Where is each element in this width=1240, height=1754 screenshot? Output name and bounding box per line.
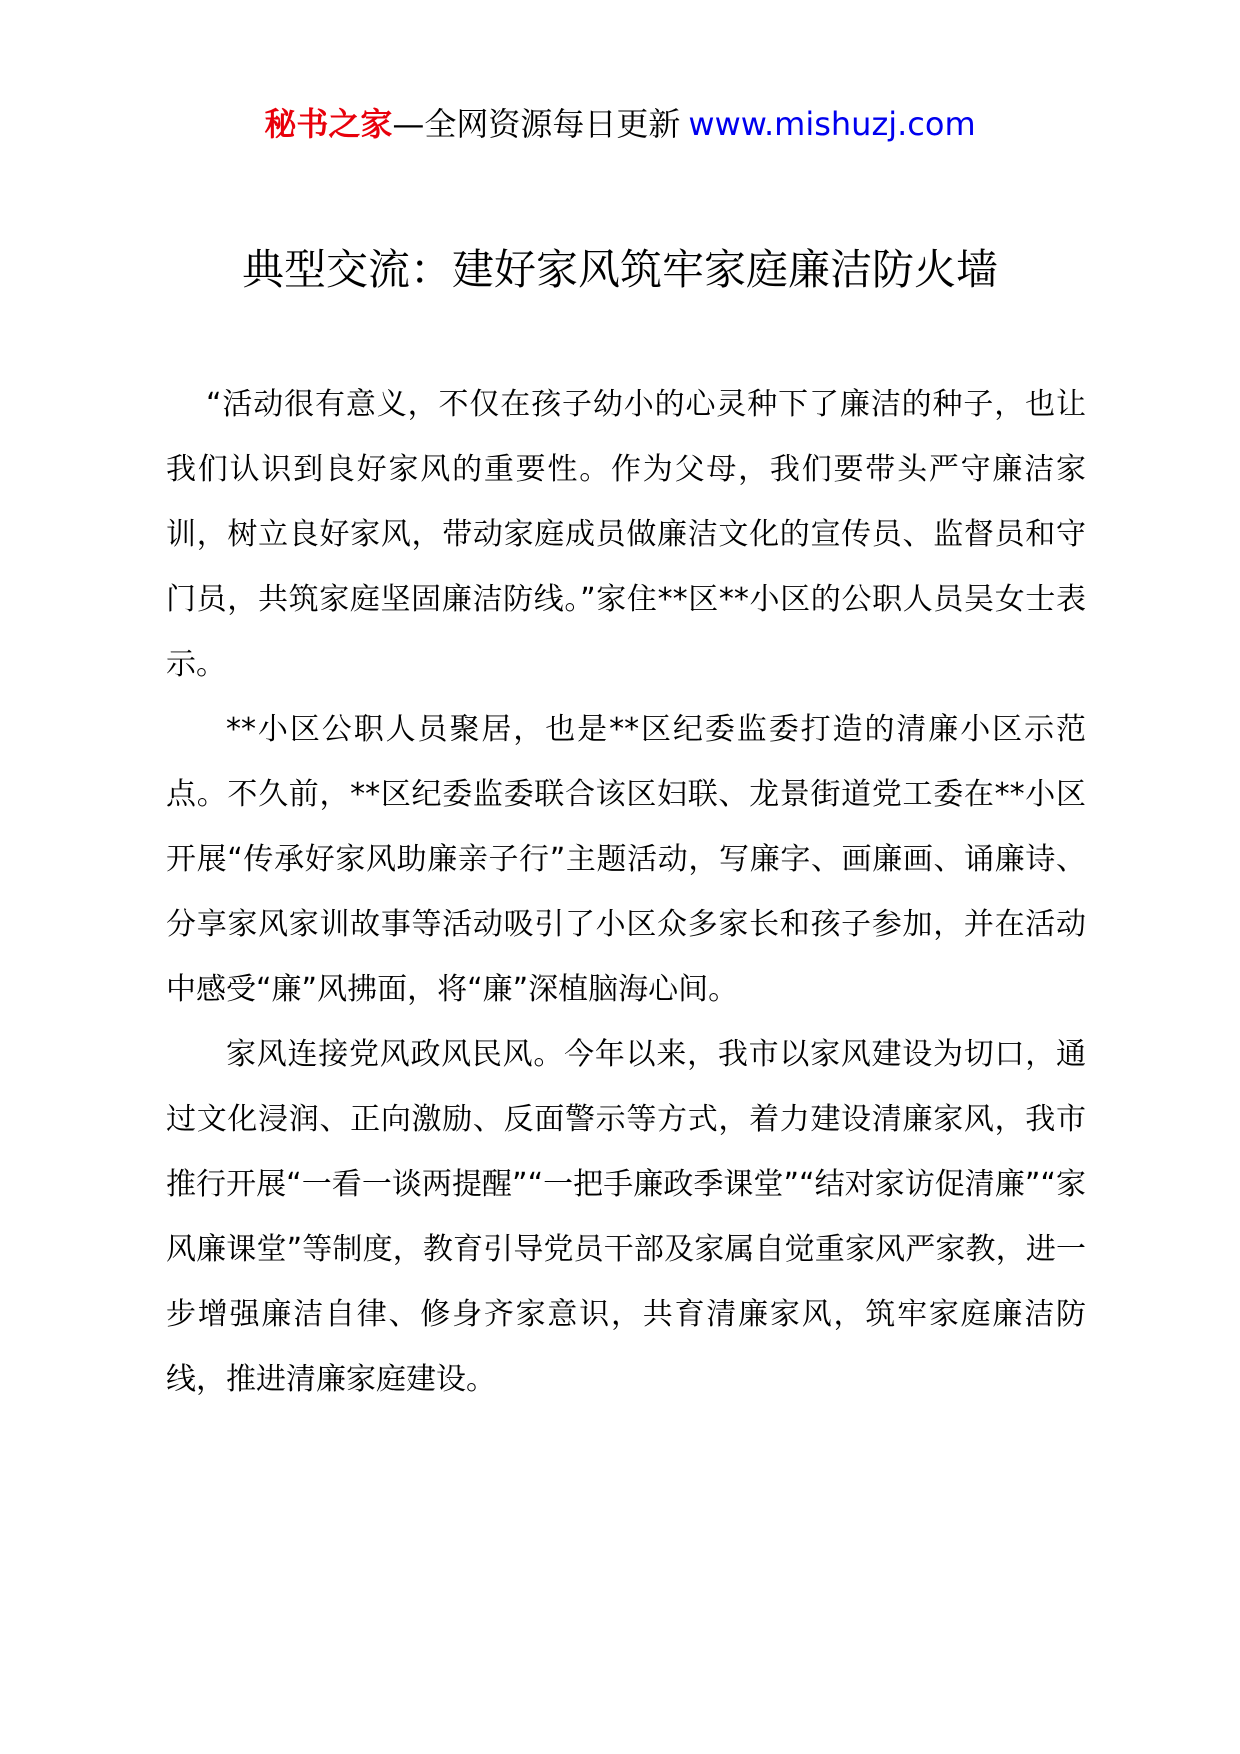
site-brand: 秘书之家 bbox=[264, 105, 393, 143]
paragraph-1: “活动很有意义，不仅在孩子幼小的心灵种下了廉洁的种子，也让我们认识到良好家风的重要性。作为父母，我们要带头严守廉洁家训，树立良好家风，带动家庭成员做廉洁文化的宣传员、监督员和守门员，共筑家庭坚固廉洁防线。”家住**区**小区的公职人员吴女士表示。 bbox=[166, 387, 1086, 682]
document-body bbox=[166, 372, 1086, 1412]
paragraph-2: **小区公职人员聚居，也是**区纪委监委打造的清廉小区示范点。不久前，**区纪委监委联合该区妇联、龙景街道党工委在**小区开展“传承好家风助廉亲子行”主题活动，写廉字、画廉画、诵廉诗、分享家风家训故事等活动吸引了小区众多家长和孩子参加，并在活动中感受“廉”风拂面，将“廉”深植脑海心间。 bbox=[166, 712, 1086, 1007]
paragraph-3: 家风连接党风政风民风。今年以来，我市以家风建设为切口，通过文化浸润、正向激励、反面警示等方式，着力建设清廉家风，我市推行开展“一看一谈两提醒”“一把手廉政季课堂”“结对家访促清廉”“家风廉课堂”等制度，教育引导党员干部及家属自觉重家风严家教，进一步增强廉洁自律、修身齐家意识，共育清廉家风，筑牢家庭廉洁防线，推进清廉家庭建设。 bbox=[166, 1037, 1086, 1397]
document-title: 典型交流：建好家风筑牢家庭廉洁防火墙 bbox=[241, 245, 998, 294]
site-url-link[interactable]: www.mishuzj.com bbox=[688, 105, 976, 143]
site-header bbox=[0, 100, 1240, 148]
site-tagline: —全网资源每日更新 bbox=[392, 105, 681, 143]
